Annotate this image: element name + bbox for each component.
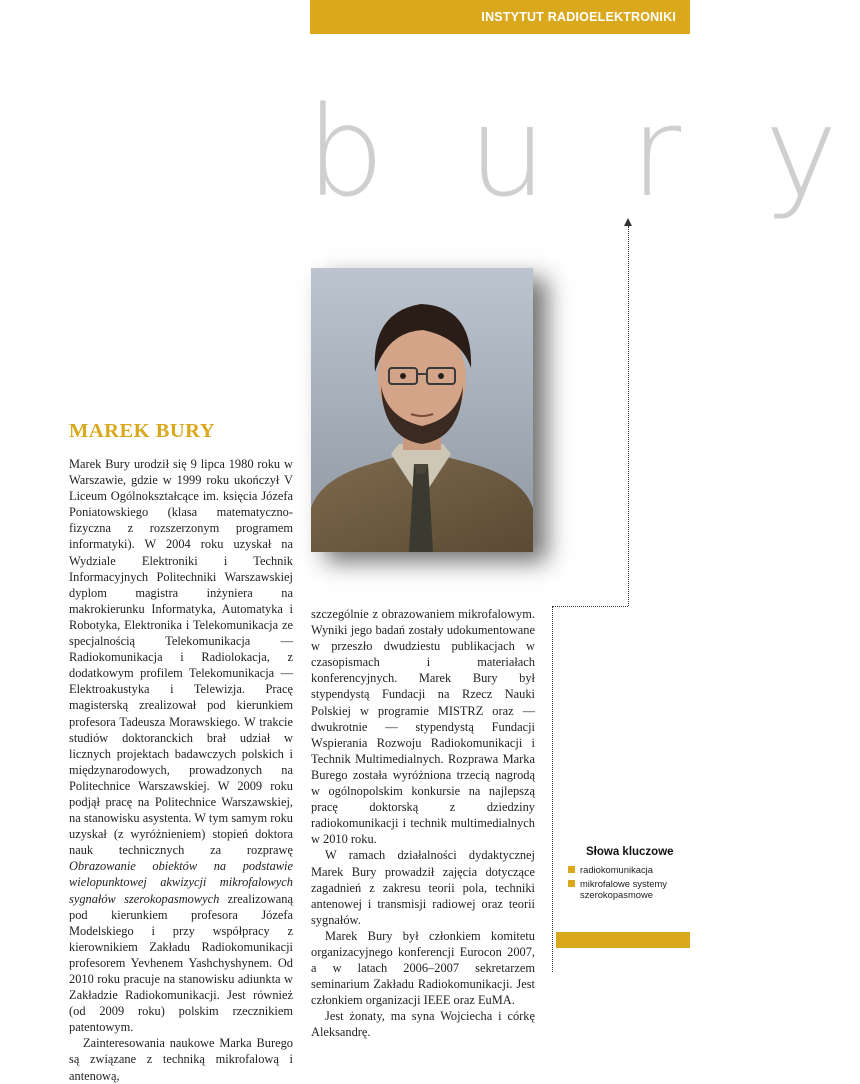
footer-accent-bar (556, 932, 690, 948)
bio-paragraph-2-cont: szczególnie z obrazowaniem mikrofalowym. Wyniki jego badań zostały udokumentowane w przeszło dwudziestu publikacjach w czasopismach i materiałach konferencyjnych. Marek Bury był stypendystą Fundacji na Rzecz Nauki Polskiej w programie MISTRZ oraz — dwukrotnie — stypendystą Fundacji Wspierania Rozwoju Radiokomunikacji i Technik Multimedialnych. Rozprawa Marka Burego została wyróżniona trzecią nagrodą w ogólnopolskim konkursie na najlepszą pracę doktorską z dziedziny radiokomunikacji i technik multimedialnych w 2010 roku. (311, 607, 535, 847)
keywords-list (568, 864, 692, 903)
arrow-up-icon (624, 218, 632, 226)
keyword-item (568, 864, 692, 876)
person-name: MAREK BURY (69, 420, 216, 442)
portrait-photo (311, 268, 533, 552)
dotted-guide-line-horizontal (552, 606, 628, 607)
bio-column-left (69, 456, 293, 1084)
dotted-guide-line (628, 226, 629, 606)
dissertation-title: Obrazowanie obiektów na podstawie wielopunktowej akwizycji mikrofalowych sygnałów szerokopasmowych (69, 859, 293, 906)
bio-text: Marek Bury urodził się 9 lipca 1980 roku w Warszawie, gdzie w 1999 roku ukończył V Liceum Ogólnokształcące im. księcia Józefa Poniatowskiego (klasa matematyczno-fizyczna z rozszerzonym programem informatyki). W 2004 roku uzyskał na Wydziale Elektroniki i Technik Informacyjnych Politechniki Warszawskiej dyplom magistra inżyniera na makrokierunku Informatyka, Automatyka i Robotyka, Elektronika i Telekomunikacja ze specjalnością Telekomunikacja — Radiokomunikacja i Radiolokacja, z dodatkowym profilem Telekomunikacja — Elektroakustyka i Telewizja. Pracę magisterską zrealizował pod kierunkiem profesora Tadeusza Morawskiego. W trakcie studiów doktoranckich brał udział w licznych projektach badawczych polskich i międzynarodowych, prowadzonych na Politechnice Warszawskiej. W 2009 roku podjął pracę na Politechnice Warszawskiej, na stanowisku asystenta. W tym samym roku uzyskał (z wyróżnieniem) stopień doktora nauk technicznych za rozprawę (69, 457, 293, 858)
keyword-label: mikrofalowe systemy szerokopasmowe (580, 877, 667, 900)
dotted-guide-line-lower (552, 606, 553, 972)
portrait-illustration (311, 268, 533, 552)
keywords-title: Słowa kluczowe (586, 846, 674, 858)
keyword-label: radiokomunikacja (580, 864, 653, 875)
decorative-surname: b u r y (306, 81, 860, 225)
bio-paragraph-5: Jest żonaty, ma syna Wojciecha i córkę Aleksandrę. (311, 1009, 535, 1040)
bullet-square-icon (568, 866, 575, 873)
bio-paragraph-3: W ramach działalności dydaktycznej Marek Bury prowadził zajęcia dotyczące zagadnień z zakresu teorii pola, techniki antenowej i transmisji radiowej oraz teorii sygnałów. (311, 848, 535, 927)
bio-paragraph-4: Marek Bury był członkiem komitetu organizacyjnego konferencji Eurocon 2007, a w latach 2006–2007 sekretarzem seminarium Zakładu Radiokomunikacji. Jest członkiem organizacji IEEE oraz EuMA. (311, 928, 535, 1008)
institute-title: INSTYTUT RADIOELEKTRONIKI (481, 10, 676, 24)
bio-paragraph-2-start: Zainteresowania naukowe Marka Burego są związane z techniką mikrofalową i antenową, (69, 1036, 293, 1083)
bio-column-right (311, 606, 535, 1041)
bio-paragraph-1 (69, 456, 293, 1035)
bio-text: zrealizowaną pod kierunkiem profesora Józefa Modelskiego i przy współpracy z kierownikiem Zakładu Radiokomunikacji profesorem Yevhenem Yashchyshynem. Od 2010 roku pracuje na stanowisku adiunkta w Zakładzie Radiokomunikacji. Jest również (od 2009 roku) polskim rzecznikiem patentowym. (69, 891, 293, 1035)
bullet-square-icon (568, 880, 575, 887)
header-bar (310, 0, 690, 34)
keyword-item (568, 878, 692, 901)
